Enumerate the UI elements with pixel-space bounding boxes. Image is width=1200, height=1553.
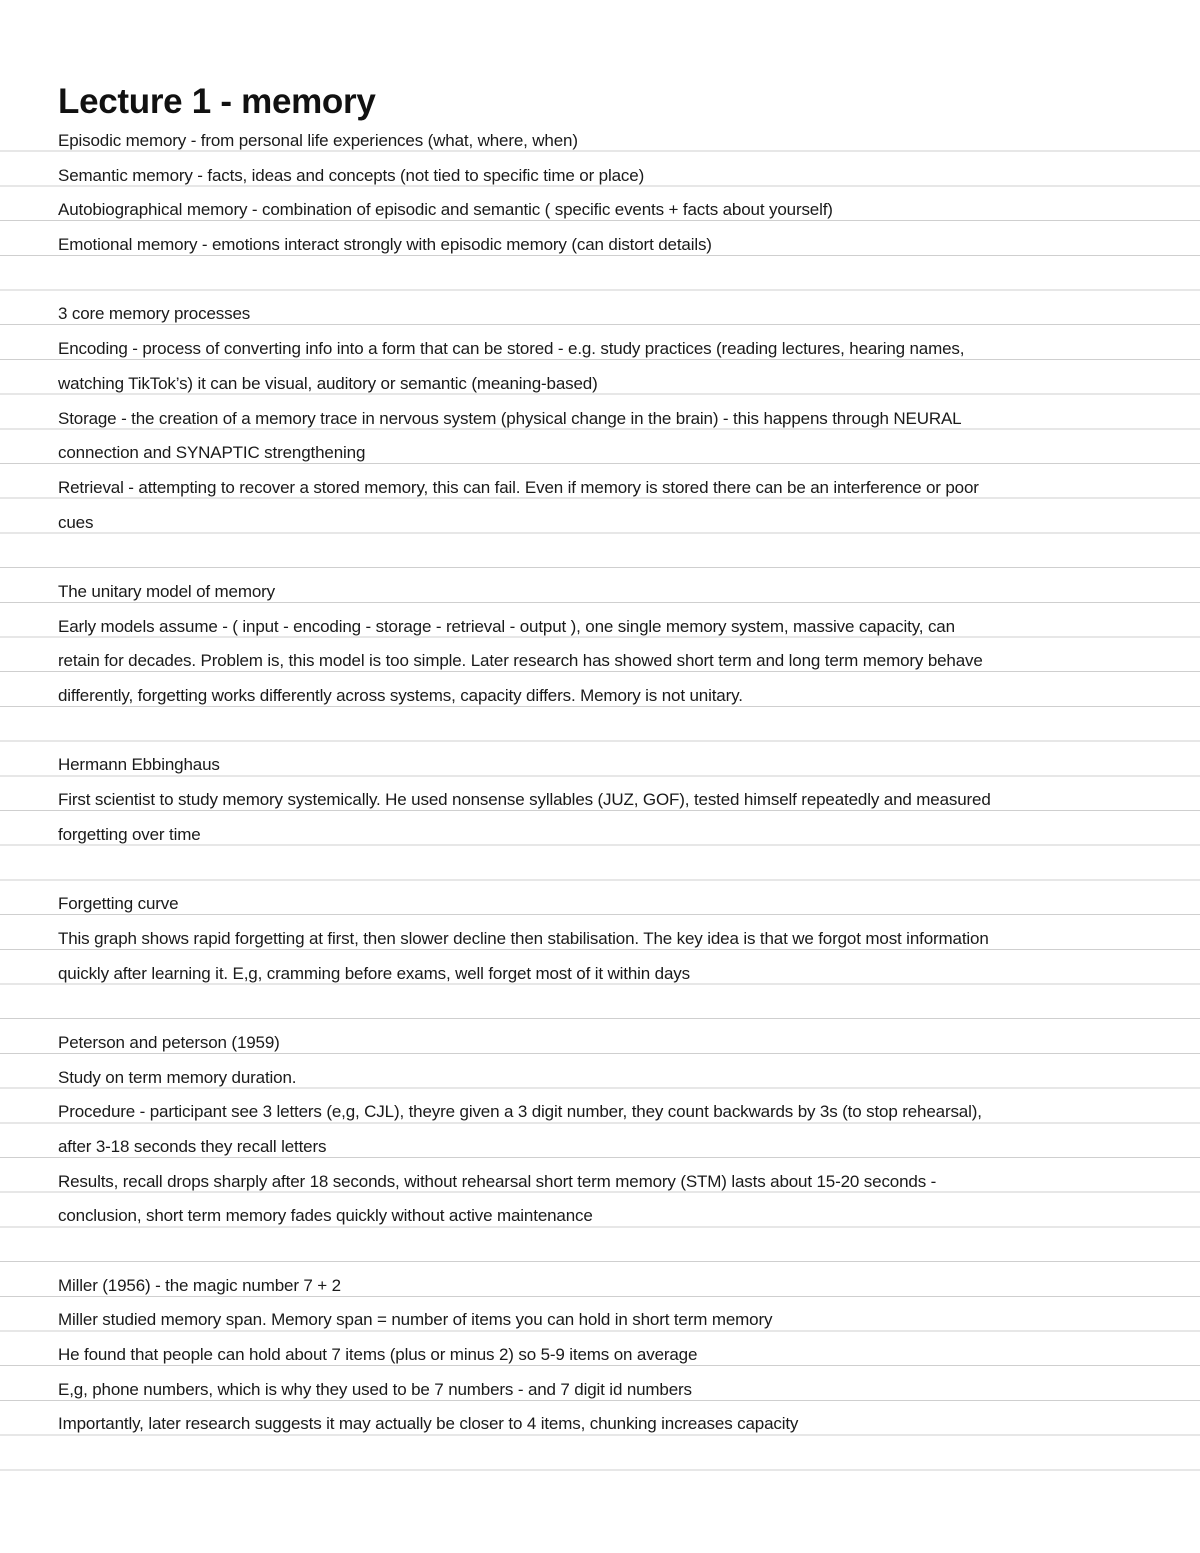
- note-line: Autobiographical memory - combination of episodic and semantic ( specific events + facts about yourself): [58, 200, 833, 220]
- note-line: Procedure - participant see 3 letters (e,g, CJL), theyre given a 3 digit number, they count backwards by 3s (to stop rehearsal),: [58, 1102, 982, 1122]
- note-line: after 3-18 seconds they recall letters: [58, 1136, 327, 1156]
- note-line: This graph shows rapid forgetting at first, then slower decline then stabilisation. The key idea is that we forgot most information: [58, 928, 989, 948]
- blank-line: [58, 714, 1148, 749]
- blank-line: [58, 540, 1148, 575]
- note-line: retain for decades. Problem is, this model is too simple. Later research has showed short term and long term memory behave: [58, 651, 983, 671]
- note-line: 3 core memory processes: [58, 304, 251, 324]
- note-line: Semantic memory - facts, ideas and concepts (not tied to specific time or place): [58, 165, 645, 185]
- note-line: Miller studied memory span. Memory span = number of items you can hold in short term memory: [58, 1310, 773, 1330]
- note-line: Forgetting curve: [58, 894, 179, 914]
- note-line: quickly after learning it. E,g, cramming before exams, well forget most of it within days: [58, 963, 690, 983]
- note-line: Miller (1956) - the magic number 7 + 2: [58, 1275, 341, 1295]
- note-line: cues: [58, 512, 94, 532]
- note-line: conclusion, short term memory fades quickly without active maintenance: [58, 1206, 593, 1226]
- blank-line: [58, 1234, 1148, 1269]
- note-line: Episodic memory - from personal life experiences (what, where, when): [58, 131, 578, 150]
- page-title: Lecture 1 - memory: [58, 82, 376, 121]
- note-line: Peterson and peterson (1959): [58, 1032, 280, 1052]
- note-line: Study on term memory duration.: [58, 1067, 297, 1087]
- note-line: Encoding - process of converting info into a form that can be stored - e.g. study practices (reading lectures, hearing names,: [58, 339, 965, 359]
- note-line: forgetting over time: [58, 824, 201, 844]
- notes-body: [58, 124, 1148, 1442]
- note-line: Hermann Ebbinghaus: [58, 755, 220, 775]
- note-line: differently, forgetting works differently across systems, capacity differs. Memory is not unitary.: [58, 686, 743, 705]
- note-line: E,g, phone numbers, which is why they used to be 7 numbers - and 7 digit id numbers: [58, 1379, 692, 1399]
- note-line: Importantly, later research suggests it may actually be closer to 4 items, chunking increases capacity: [58, 1414, 799, 1434]
- note-line: connection and SYNAPTIC strengthening: [58, 443, 366, 463]
- note-line: Results, recall drops sharply after 18 seconds, without rehearsal short term memory (STM) lasts about 15-20 seconds -: [58, 1171, 937, 1191]
- blank-line: [58, 263, 1148, 298]
- note-line: First scientist to study memory systemically. He used nonsense syllables (JUZ, GOF), tested himself repeatedly and measured: [58, 790, 991, 810]
- note-line: The unitary model of memory: [58, 581, 276, 601]
- note-line: watching TikTok’s) it can be visual, auditory or semantic (meaning-based): [58, 373, 598, 393]
- blank-line: [58, 852, 1148, 887]
- note-line: Retrieval - attempting to recover a stored memory, this can fail. Even if memory is stored there can be an interference or poor: [58, 477, 979, 497]
- note-line: Early models assume - ( input - encoding - storage - retrieval - output ), one single memory system, massive capacity, can: [58, 616, 955, 636]
- note-line: Storage - the creation of a memory trace in nervous system (physical change in the brain) - this happens through NEURAL: [58, 408, 962, 428]
- blank-line: [58, 991, 1148, 1026]
- note-line: Emotional memory - emotions interact strongly with episodic memory (can distort details): [58, 235, 712, 255]
- note-line: He found that people can hold about 7 items (plus or minus 2) so 5-9 items on average: [58, 1345, 698, 1365]
